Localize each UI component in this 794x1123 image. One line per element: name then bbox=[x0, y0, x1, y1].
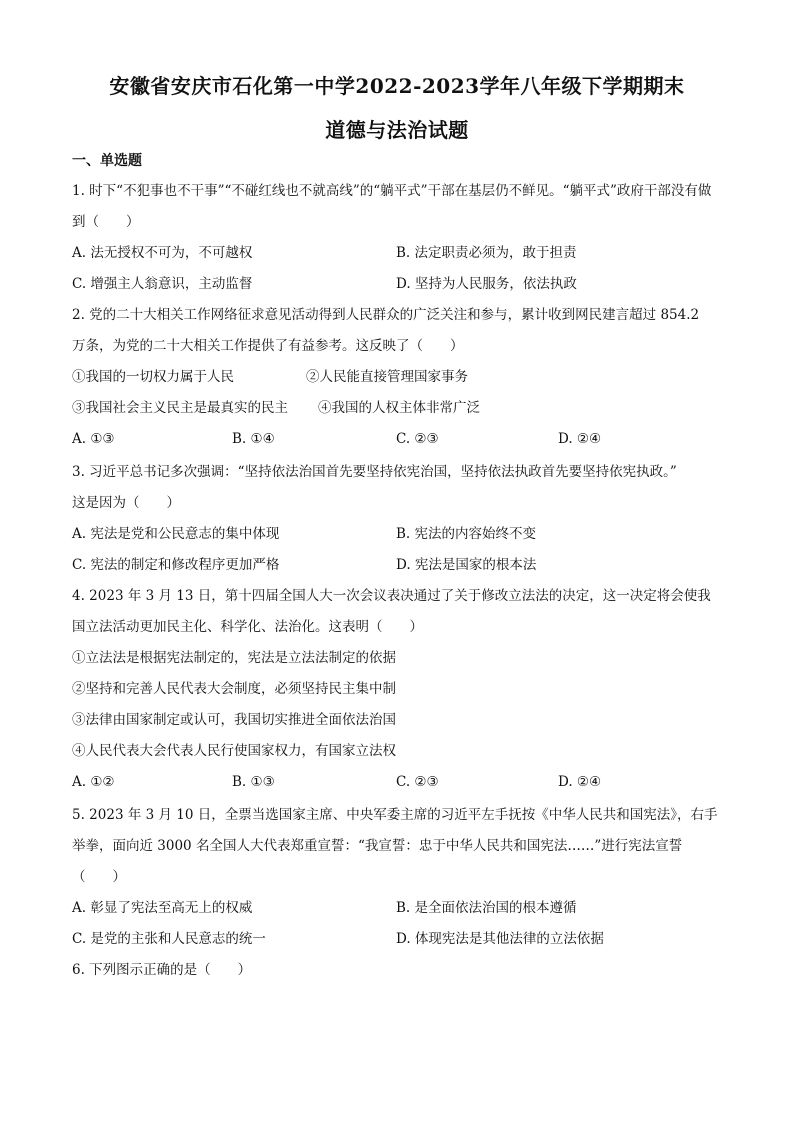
q4-statement-2: ②坚持和完善人民代表大会制度，必须坚持民主集中制 bbox=[72, 681, 396, 697]
q4-option-b: B. ①③ bbox=[232, 774, 275, 790]
q5-option-d: D. 体现宪法是其他法律的立法依据 bbox=[396, 931, 604, 947]
q4-stem-line1: 4. 2023 年 3 月 13 日，第十四届全国人大一次会议表决通过了关于修改立法法的决定，这一决定将会使我 bbox=[72, 588, 711, 604]
q2-statement-4: ④我国的人权主体非常广泛 bbox=[318, 400, 480, 416]
q5-option-a: A. 彰显了宪法至高无上的权威 bbox=[72, 900, 253, 916]
q2-statement-1: ①我国的一切权力属于人民 bbox=[72, 369, 234, 385]
q2-stem-line2: 万条，为党的二十大相关工作提供了有益参考。这反映了（ ） bbox=[72, 338, 464, 354]
q5-option-b: B. 是全面依法治国的根本遵循 bbox=[396, 900, 577, 916]
q5-option-c: C. 是党的主张和人民意志的统一 bbox=[72, 931, 266, 947]
exam-subtitle: 道德与法治试题 bbox=[325, 118, 469, 142]
q4-statement-1: ①立法法是根据宪法制定的，宪法是立法法制定的依据 bbox=[72, 650, 396, 666]
section-title: 一、单选题 bbox=[72, 153, 142, 169]
q1-stem-line1: 1. 时下“不犯事也不干事”“不碰红线也不就高线”的“躺平式”干部在基层仍不鲜见。“躺平式”政府干部没有做 bbox=[72, 183, 712, 199]
q4-statement-3: ③法律由国家制定或认可，我国切实推进全面依法治国 bbox=[72, 712, 396, 728]
q5-stem-line3: （ ） bbox=[72, 869, 126, 885]
q4-option-d: D. ②④ bbox=[558, 774, 602, 790]
q3-option-a: A. 宪法是党和公民意志的集中体现 bbox=[72, 526, 280, 542]
q1-option-d: D. 坚持为人民服务，依法执政 bbox=[396, 276, 577, 292]
q3-stem-line2: 这是因为（ ） bbox=[72, 495, 180, 511]
q1-option-c: C. 增强主人翁意识，主动监督 bbox=[72, 276, 253, 292]
q5-stem-line2: 举拳，面向近 3000 名全国人大代表郑重宣誓：“我宣誓：忠于中华人民共和国宪法……”进行宪法宣誓 bbox=[72, 838, 683, 854]
q4-option-a: A. ①② bbox=[72, 774, 115, 790]
q2-statement-3: ③我国社会主义民主是最真实的民主 bbox=[72, 400, 288, 416]
q3-stem-line1: 3. 习近平总书记多次强调：“坚持依法治国首先要坚持依宪治国，坚持依法执政首先要坚持依宪执政。” bbox=[72, 464, 677, 480]
q1-option-a: A. 法无授权不可为，不可越权 bbox=[72, 245, 253, 261]
q2-option-d: D. ②④ bbox=[558, 431, 602, 447]
q3-option-b: B. 宪法的内容始终不变 bbox=[396, 526, 537, 542]
q1-stem-line2: 到（ ） bbox=[72, 214, 140, 230]
q6-stem-line1: 6. 下列图示正确的是（ ） bbox=[72, 962, 252, 978]
q2-option-b: B. ①④ bbox=[232, 431, 275, 447]
q2-statement-2: ②人民能直接管理国家事务 bbox=[306, 369, 468, 385]
q2-option-a: A. ①③ bbox=[72, 431, 115, 447]
q2-option-c: C. ②③ bbox=[396, 431, 439, 447]
q3-option-c: C. 宪法的制定和修改程序更加严格 bbox=[72, 557, 280, 573]
q5-stem-line1: 5. 2023 年 3 月 10 日，全票当选国家主席、中央军委主席的习近平左手抚按《中华人民共和国宪法》，右手 bbox=[72, 807, 718, 823]
q2-stem-line1: 2. 党的二十大相关工作网络征求意见活动得到人民群众的广泛关注和参与，累计收到网民建言超过 854.2 bbox=[72, 307, 700, 323]
q3-option-d: D. 宪法是国家的根本法 bbox=[396, 557, 537, 573]
q1-option-b: B. 法定职责必须为，敢于担责 bbox=[396, 245, 577, 261]
exam-title: 安徽省安庆市石化第一中学2022-2023学年八年级下学期期末 bbox=[109, 74, 685, 98]
q4-statement-4: ④人民代表大会代表人民行使国家权力，有国家立法权 bbox=[72, 743, 396, 759]
q4-option-c: C. ②③ bbox=[396, 774, 439, 790]
q4-stem-line2: 国立法活动更加民主化、科学化、法治化。这表明（ ） bbox=[72, 619, 423, 635]
